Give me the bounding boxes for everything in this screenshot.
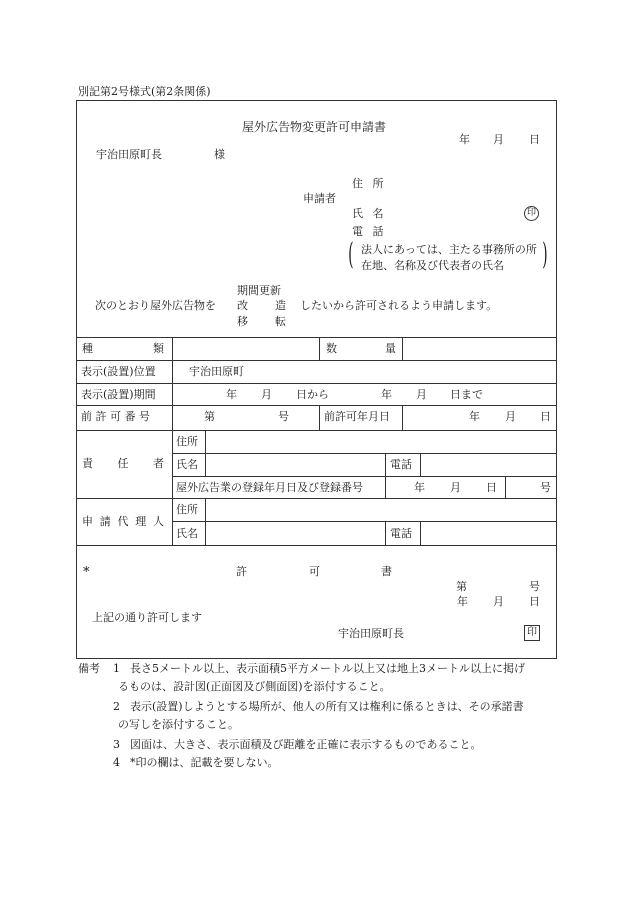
responsible-phone-label: 電話 xyxy=(390,458,412,471)
form-title: 屋外広告物変更許可申請書 xyxy=(242,120,387,134)
agent-name-label: 氏名 xyxy=(176,527,198,540)
row-rule xyxy=(172,453,556,454)
row-rule xyxy=(76,383,556,384)
permit-issuer: 宇治田原町長 xyxy=(338,627,404,640)
col-rule xyxy=(385,453,386,476)
prev-date-month: 月 xyxy=(505,410,516,423)
col-rule xyxy=(205,498,206,545)
prev-permit-label: 前 許 可 番 号 xyxy=(81,410,150,423)
permit-year: 年 xyxy=(457,595,468,608)
agent-address-label: 住所 xyxy=(176,503,198,516)
permit-title-1: 許 xyxy=(236,565,247,578)
row-rule xyxy=(172,476,556,477)
period-label: 表示(設置)期間 xyxy=(81,388,156,401)
permit-go: 号 xyxy=(529,580,540,593)
registration-label: 屋外広告業の登録年月日及び登録番号 xyxy=(176,481,363,494)
prev-permit-go: 号 xyxy=(278,410,289,423)
row-rule xyxy=(172,521,556,522)
row-rule xyxy=(76,405,556,406)
request-option-relocate-b: 転 xyxy=(275,315,286,328)
right-bracket-icon: ) xyxy=(542,237,548,272)
prev-date-day: 日 xyxy=(540,410,551,423)
col-rule xyxy=(319,337,320,360)
addressee-name: 宇治田原町長 xyxy=(96,148,162,161)
period-from-month: 月 xyxy=(261,388,272,401)
agent-label: 申 請 代 理 人 xyxy=(82,515,164,528)
permit-asterisk: * xyxy=(83,565,90,580)
period-from-year: 年 xyxy=(226,388,237,401)
period-to-year: 年 xyxy=(381,388,392,401)
row-rule xyxy=(76,498,556,499)
col-rule xyxy=(385,521,386,545)
registration-month: 月 xyxy=(450,481,461,494)
applicant-phone-label: 電 話 xyxy=(352,225,387,238)
addressee-honorific: 様 xyxy=(214,148,225,161)
applicant-name-label: 氏 名 xyxy=(352,207,387,220)
request-option-modify-b: 造 xyxy=(275,299,286,312)
form-header-label: 別記第2号様式(第2条関係) xyxy=(78,85,211,98)
table-bottom-rule xyxy=(76,545,556,546)
note-1-number: 1 xyxy=(113,662,120,675)
responsible-address-label: 住所 xyxy=(176,435,198,448)
request-option-relocate-a: 移 xyxy=(237,315,248,328)
registration-go: 号 xyxy=(540,481,551,494)
col-rule xyxy=(205,430,206,476)
request-option-modify-a: 改 xyxy=(237,299,248,312)
col-rule xyxy=(319,405,320,430)
responsible-label: 責 任 者 xyxy=(82,457,164,470)
date-day-label: 日 xyxy=(529,133,540,146)
left-bracket-icon: ( xyxy=(348,237,354,272)
agent-phone-label: 電話 xyxy=(390,527,412,540)
responsible-name-label: 氏名 xyxy=(176,458,198,471)
registration-year: 年 xyxy=(414,481,425,494)
location-label: 表示(設置)位置 xyxy=(81,365,156,378)
permit-title-2: 可 xyxy=(309,565,320,578)
applicant-address-label: 住 所 xyxy=(352,177,387,190)
corp-note-line1: 法人にあっては、主たる事務所の所 xyxy=(361,243,537,256)
label-column-rule xyxy=(172,337,173,545)
permit-dai: 第 xyxy=(456,580,467,593)
permit-seal-mark: 印 xyxy=(524,625,540,641)
col-rule xyxy=(385,476,386,498)
col-rule xyxy=(505,476,506,498)
col-rule xyxy=(420,521,421,545)
request-option-period-renewal: 期間更新 xyxy=(237,284,281,297)
col-rule xyxy=(420,453,421,476)
quantity-label: 数 量 xyxy=(326,342,396,355)
registration-day: 日 xyxy=(486,481,497,494)
corp-note-line2: 在地、名称及び代表者の氏名 xyxy=(361,259,504,272)
date-month-label: 月 xyxy=(493,133,504,146)
request-suffix: したいから許可されるよう申請します。 xyxy=(300,299,498,312)
applicant-label: 申請者 xyxy=(303,192,336,205)
col-rule xyxy=(402,405,403,430)
note-2-number: 2 xyxy=(113,700,120,713)
permit-statement: 上記の通り許可します xyxy=(92,611,202,624)
date-year-label: 年 xyxy=(459,133,470,146)
period-to-month: 月 xyxy=(416,388,427,401)
permit-title-3: 書 xyxy=(381,565,392,578)
prev-date-year: 年 xyxy=(469,410,480,423)
note-3-number: 3 xyxy=(113,738,120,751)
table-top-rule xyxy=(76,337,556,338)
note-3-line1: 図面は、大きさ、表示面積及び距離を正確に表示するものであること。 xyxy=(130,738,482,751)
period-to-day: 日まで xyxy=(450,388,483,401)
applicant-seal-mark: 印 xyxy=(524,206,539,221)
note-2-line1: 表示(設置)しようとする場所が、他人の所有又は権利に係るときは、その承諾書 xyxy=(130,700,524,713)
note-2-line2: の写しを添付すること。 xyxy=(118,718,239,731)
row-rule xyxy=(76,360,556,361)
period-from-day: 日から xyxy=(296,388,329,401)
type-label: 種 類 xyxy=(82,342,164,355)
note-4-number: 4 xyxy=(113,756,120,769)
notes-label: 備考 xyxy=(78,662,100,675)
row-rule xyxy=(76,430,556,431)
prev-permit-date-label: 前許可年月日 xyxy=(324,410,390,423)
request-prefix: 次のとおり屋外広告物を xyxy=(95,299,216,312)
note-4-line1: *印の欄は、記載を要しない。 xyxy=(130,756,279,769)
note-1-line2: るものは、設計図(正面図及び側面図)を添付すること。 xyxy=(118,680,391,693)
prev-permit-dai: 第 xyxy=(204,410,215,423)
note-1-line1: 長さ5メートル以上、表示面積5平方メートル以上又は地上3メートル以上に掲げ xyxy=(130,662,525,675)
permit-day: 日 xyxy=(529,595,540,608)
col-rule xyxy=(402,337,403,360)
location-value: 宇治田原町 xyxy=(189,365,244,378)
permit-month: 月 xyxy=(493,595,504,608)
